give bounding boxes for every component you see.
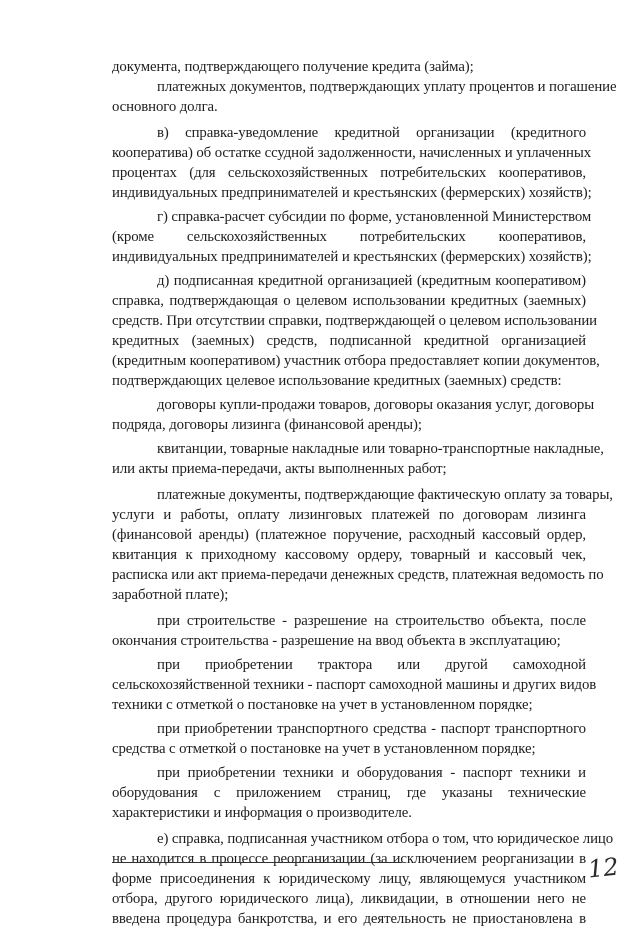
text-line: индивидуальных предпринимателей и крестьянских (фермерских) хозяйств);	[112, 185, 592, 201]
text-line: подряда, договоры лизинга (финансовой аренды);	[112, 417, 422, 433]
text-line: кооператива) об остатке ссудной задолженности, начисленных и уплаченных	[112, 145, 592, 161]
text-line: основного долга.	[112, 99, 218, 115]
text-line: кредитных (заемных) средств, подписанной кредитной организацией	[112, 333, 586, 349]
text-line: подтверждающих целевое использование кредитных (заемных) средств:	[112, 373, 562, 389]
text-line: документа, подтверждающего получение кредита (займа);	[112, 59, 474, 75]
text-line: платежные документы, подтверждающие фактическую оплату за товары,	[157, 487, 613, 503]
text-line: д) подписанная кредитной организацией (кредитным кооперативом)	[157, 273, 586, 289]
text-line: (финансовой аренды) (платежное поручение, расходный кассовый ордер,	[112, 527, 586, 543]
text-line: при приобретении техники и оборудования - паспорт техники и	[157, 765, 586, 781]
text-line: е) справка, подписанная участником отбора о том, что юридическое лицо	[157, 831, 614, 847]
text-line: отбора, другого юридического лица), ликвидации, в отношении него не	[112, 891, 586, 907]
text-line: техники с отметкой о постановке на учет в установленном порядке;	[112, 697, 533, 713]
text-line: справка, подтверждающая о целевом использовании кредитных (заемных)	[112, 293, 586, 309]
text-line: характеристики и информация о производителе.	[112, 805, 412, 821]
text-line: сельскохозяйственной техники - паспорт самоходной машины и других видов	[112, 677, 597, 693]
text-line: индивидуальных предпринимателей и крестьянских (фермерских) хозяйств);	[112, 249, 592, 265]
text-line: средства с отметкой о постановке на учет в установленном порядке;	[112, 741, 536, 757]
text-line: в) справка-уведомление кредитной организации (кредитного	[157, 125, 586, 141]
text-line: при приобретении трактора или другой самоходной	[157, 657, 586, 673]
text-line: окончания строительства - разрешение на ввод объекта в эксплуатацию;	[112, 633, 561, 649]
text-line: заработной плате);	[112, 587, 229, 603]
text-line: квитанция к приходному кассовому ордеру, товарный и кассовый чек,	[112, 547, 586, 563]
text-line: расписка или акт приема-передачи денежных средств, платежная ведомость по	[112, 567, 604, 583]
text-line: или акты приема-передачи, акты выполненных работ;	[112, 461, 447, 477]
text-line: средств. При отсутствии справки, подтверждающей о целевом использовании	[112, 313, 597, 329]
text-line: оборудования с приложением страниц, где указаны технические	[112, 785, 586, 801]
text-line: не находится в процессе реорганизации (за исключением реорганизации в	[112, 851, 586, 867]
text-line: платежных документов, подтверждающих уплату процентов и погашение	[157, 79, 617, 95]
text-line: введена процедура банкротства, и его деятельность не приостановлена в	[112, 911, 586, 927]
text-line: (кредитным кооперативом) участник отбора предоставляет копии документов,	[112, 353, 600, 369]
text-line: г) справка-расчет субсидии по форме, установленной Министерством	[157, 209, 592, 225]
page-number: 12	[586, 852, 620, 884]
text-line: услуги и работы, оплату лизинговых платежей по договорам лизинга	[112, 507, 586, 523]
text-line: форме присоединения к юридическому лицу, являющемуся участником	[112, 871, 586, 887]
text-line: квитанции, товарные накладные или товарно-транспортные накладные,	[157, 441, 604, 457]
text-line: договоры купли-продажи товаров, договоры оказания услуг, договоры	[157, 397, 595, 413]
text-line: процентах (для сельскохозяйственных потребительских кооперативов,	[112, 165, 586, 181]
footnote-separator	[112, 862, 402, 863]
text-line: при строительстве - разрешение на строительство объекта, после	[157, 613, 586, 629]
text-line: при приобретении транспортного средства - паспорт транспортного	[157, 721, 586, 737]
text-line: (кроме сельскохозяйственных потребительских кооперативов,	[112, 229, 586, 245]
